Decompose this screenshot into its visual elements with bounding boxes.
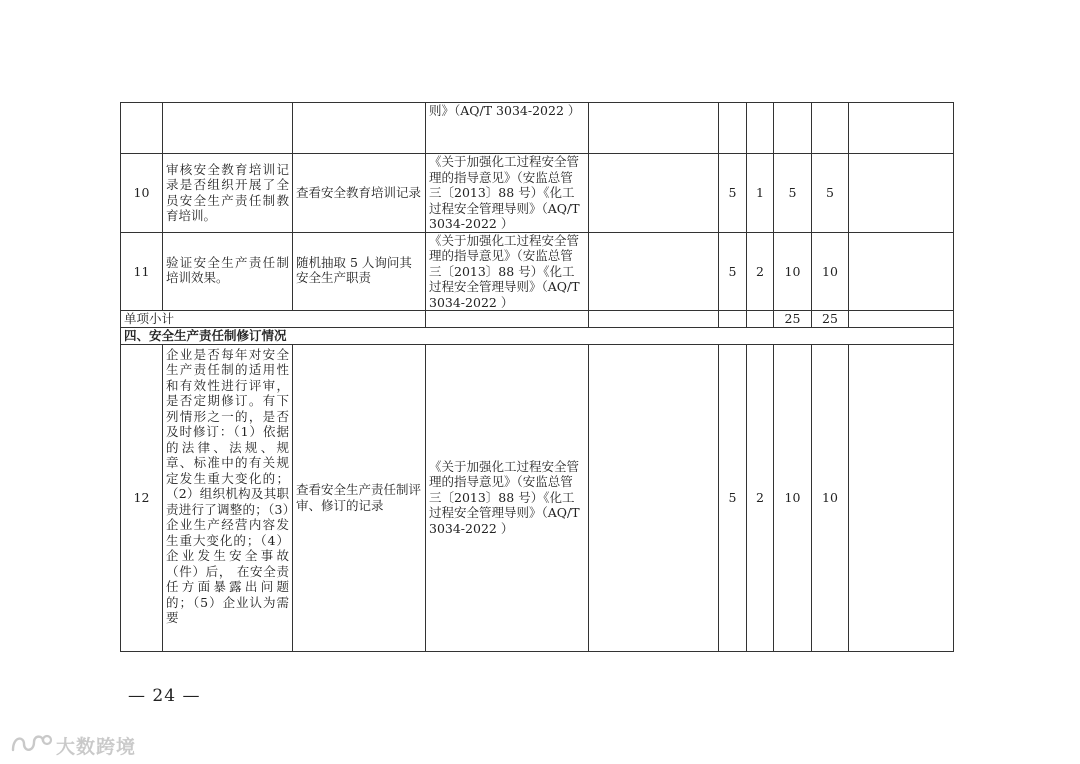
section-title: 四、安全生产责任制修订情况 bbox=[121, 327, 954, 344]
subtotal-row bbox=[121, 311, 954, 328]
score-cell: 10 bbox=[774, 344, 812, 651]
score-cell: 2 bbox=[747, 232, 774, 311]
basis-cell: 则》（AQ/T 3034-2022 ） bbox=[426, 103, 589, 154]
check-item: 验证安全生产责任制培训效果。 bbox=[163, 232, 293, 311]
section-header-row bbox=[121, 327, 954, 344]
watermark-text: 大数跨境 bbox=[56, 736, 137, 758]
score-cell: 5 bbox=[719, 232, 747, 311]
score-cell: 2 bbox=[747, 344, 774, 651]
check-item: 企业是否每年对安全生产责任制的适用性和有效性进行评审，是否定期修订。有下列情形之一的，是否及时修订：（1）依据的法律、法规、规章、标准中的有关规定发生重大变化的；（2）组织机构及其职责进行了调整的；（3）企业生产经营内容发生重大变化的；（4）企业发生安全事故（件）后， 在安全责任方面暴露出问题的；（5）企业认为需要 bbox=[163, 344, 293, 651]
table-row-continued bbox=[121, 103, 954, 154]
check-method: 查看安全生产责任制评审、修订的记录 bbox=[293, 344, 426, 651]
score-cell: 10 bbox=[812, 344, 849, 651]
page-number: — 24 — bbox=[128, 686, 201, 706]
score-cell: 1 bbox=[747, 154, 774, 233]
subtotal-value: 25 bbox=[812, 311, 849, 328]
basis-cell: 《关于加强化工过程安全管理的指导意见》（安监总管三〔2013〕88 号）《化工过程安全管理导则》（AQ/T 3034-2022 ） bbox=[426, 344, 589, 651]
check-item: 审核安全教育培训记录是否组织开展了全员安全生产责任制教育培训。 bbox=[163, 154, 293, 233]
basis-cell: 《关于加强化工过程安全管理的指导意见》（安监总管三〔2013〕88 号）《化工过程安全管理导则》（AQ/T 3034-2022 ） bbox=[426, 154, 589, 233]
ribbon-logo-icon bbox=[10, 732, 54, 754]
watermark bbox=[10, 730, 170, 758]
item-number: 11 bbox=[121, 232, 163, 311]
score-cell: 10 bbox=[812, 232, 849, 311]
basis-cell: 《关于加强化工过程安全管理的指导意见》（安监总管三〔2013〕88 号）《化工过程安全管理导则》（AQ/T 3034-2022 ） bbox=[426, 232, 589, 311]
table-row-11 bbox=[121, 232, 954, 311]
item-number: 10 bbox=[121, 154, 163, 233]
score-cell: 5 bbox=[774, 154, 812, 233]
score-cell: 5 bbox=[812, 154, 849, 233]
check-method: 查看安全教育培训记录 bbox=[293, 154, 426, 233]
check-method: 随机抽取 5 人询问其安全生产职责 bbox=[293, 232, 426, 311]
score-cell: 5 bbox=[719, 344, 747, 651]
subtotal-label: 单项小计 bbox=[121, 311, 426, 328]
table-row-10 bbox=[121, 154, 954, 233]
item-number: 12 bbox=[121, 344, 163, 651]
evaluation-table bbox=[120, 102, 954, 652]
score-cell: 10 bbox=[774, 232, 812, 311]
score-cell: 5 bbox=[719, 154, 747, 233]
subtotal-value: 25 bbox=[774, 311, 812, 328]
table-row-12 bbox=[121, 344, 954, 651]
